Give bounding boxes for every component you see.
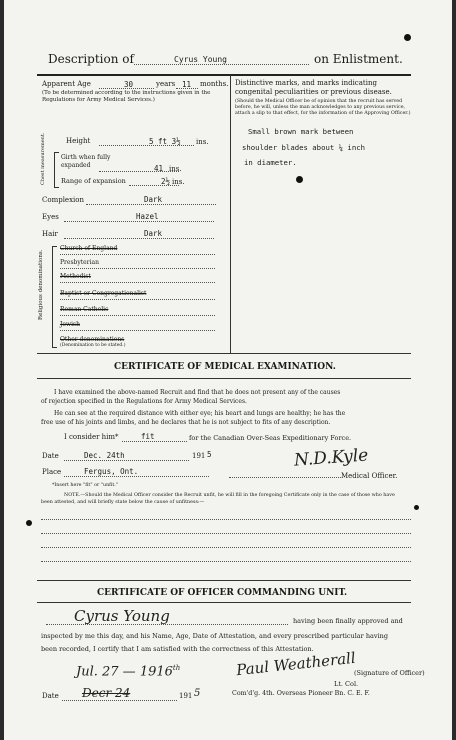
officer-year-digit: 5 <box>194 688 201 699</box>
medical-date-value: Dec. 24th <box>84 451 125 460</box>
officer-name-signature: Cyrus Young <box>74 607 170 625</box>
officer-date-label: Date <box>42 692 59 700</box>
marks-heading: Distinctive marks, and marks indicating congenital peculiarities or previous disease. <box>235 79 392 96</box>
expansion-unit: ins. <box>172 178 185 186</box>
religion-note: (Denomination to be stated.) <box>60 343 126 348</box>
religion-6: Other denominations <box>60 336 125 343</box>
officer-line-1: having been finally approved and <box>293 617 403 625</box>
attestation-sheet <box>4 0 452 740</box>
months-label: months. <box>200 80 229 88</box>
religion-1: Presbyterian <box>60 259 99 266</box>
force-label: for the Canadian Over-Seas Expeditionary Force. <box>189 434 352 442</box>
officer-signature: Paul Weatherall <box>235 648 357 680</box>
eyes-value: Hazel <box>136 212 159 221</box>
medical-officer-signature: N.D.Kyle <box>293 445 369 471</box>
marks-note: (Should the Medical Officer be of opinion that the recruit has served before, he will, unless the man acknowledges to any previous service, attach a slip to that effect, for the information of the Approving Officer.) <box>235 99 411 116</box>
description-title-left: Description of <box>48 52 134 66</box>
marks-line-2: shoulder blades about ¼ inch <box>242 143 366 152</box>
medical-date-label: Date <box>42 452 59 460</box>
punch-hole <box>404 34 411 41</box>
officer-command: Com'd'g. 4th. Overseas Pioneer Bn. C. E. F. <box>232 690 370 697</box>
officer-date-struck: Decr 24 <box>82 686 131 700</box>
hair-value: Dark <box>144 229 163 238</box>
height-unit: ins. <box>196 138 209 146</box>
age-years: 30 <box>124 80 134 89</box>
girth-unit: ins. <box>169 165 182 173</box>
note-line-2: been attested, and will briefly state below the cause of unfitness:— <box>41 500 205 505</box>
medical-para1-line1: I have examined the above-named Recruit and find that he does not present any of the causes <box>54 389 341 396</box>
age-note: (To be determined according to the instructions given in the Regulations for Army Medical Services.) <box>42 90 211 103</box>
religion-3: Baptist or Congregationalist <box>60 290 147 297</box>
apparent-age-label: Apparent Age <box>42 80 91 88</box>
description-title-right: on Enlistment. <box>314 52 403 66</box>
chest-label: Chest measurement. <box>40 132 46 185</box>
medical-title: CERTIFICATE OF MEDICAL EXAMINATION. <box>114 362 336 372</box>
religion-4: Roman Catholic <box>60 306 109 313</box>
officer-line-2: inspected by me this day, and his Name, Age, Date of Attestation, and every prescribed particular having <box>41 632 389 640</box>
religion-0: Church of England <box>60 245 118 252</box>
punch-hole <box>26 520 32 526</box>
officer-line-3: been recorded, I certify that I am satisfied with the correctness of this Attestation. <box>41 645 314 653</box>
religion-5: Jewish <box>60 321 80 328</box>
recruit-name: Cyrus Young <box>174 55 227 64</box>
religions-label: Religious denominations. <box>38 249 44 320</box>
officer-handwritten-date: Jul. 27 — 1916th <box>76 664 181 680</box>
marks-line-1: Small brown mark between <box>248 127 354 136</box>
note-line-1: NOTE.—Should the Medical Officer consider the Recruit unfit, he will fill in the foregoing Certificate only in the case of those who have <box>64 493 395 498</box>
years-label: years <box>156 80 176 88</box>
girth-label: Girth when fully expanded <box>61 154 111 169</box>
eyes-label: Eyes <box>42 213 59 221</box>
complexion-value: Dark <box>144 195 163 204</box>
ink-blot <box>296 176 303 183</box>
consider-label: I consider him* <box>64 433 119 441</box>
place-label: Place <box>42 468 62 476</box>
medical-officer-label: Medical Officer. <box>341 472 398 480</box>
religion-brace <box>52 246 57 348</box>
expansion-value: 2½ <box>161 177 171 186</box>
complexion-label: Complexion <box>42 196 84 204</box>
chest-brace <box>54 152 59 188</box>
marks-line-3: in diameter. <box>244 158 297 167</box>
medical-para2-line2: free use of his joints and limbs, and he declares that he is not subject to fits of any description. <box>41 419 331 426</box>
medical-year-digit: 5 <box>207 450 212 459</box>
religion-2: Methodist <box>60 273 91 280</box>
medical-para2-line1: He can see at the required distance with either eye; his heart and lungs are healthy; he has the <box>54 410 346 417</box>
punch-hole <box>414 505 419 510</box>
officer-rank: Lt. Col. <box>334 680 359 688</box>
fit-value: fit <box>141 432 155 441</box>
officer-title: CERTIFICATE OF OFFICER COMMANDING UNIT. <box>97 588 348 598</box>
place-value: Fergus, Ont. <box>84 467 139 476</box>
age-months: 11 <box>182 80 192 89</box>
height-value: 5 ft 3½ <box>149 137 181 146</box>
officer-year-prefix: 191 <box>179 692 193 700</box>
medical-para1-line2: of rejection specified in the Regulations for Army Medical Services. <box>41 398 247 405</box>
medical-year-prefix: 191 <box>192 452 206 460</box>
girth-value: 41 <box>154 164 164 173</box>
height-label: Height <box>66 137 91 145</box>
insert-note: *Insert here "fit" or "unfit." <box>52 483 119 488</box>
signature-of-officer-label: (Signature of Officer) <box>354 669 425 677</box>
expansion-label: Range of expansion <box>61 177 126 185</box>
hair-label: Hair <box>42 230 58 238</box>
